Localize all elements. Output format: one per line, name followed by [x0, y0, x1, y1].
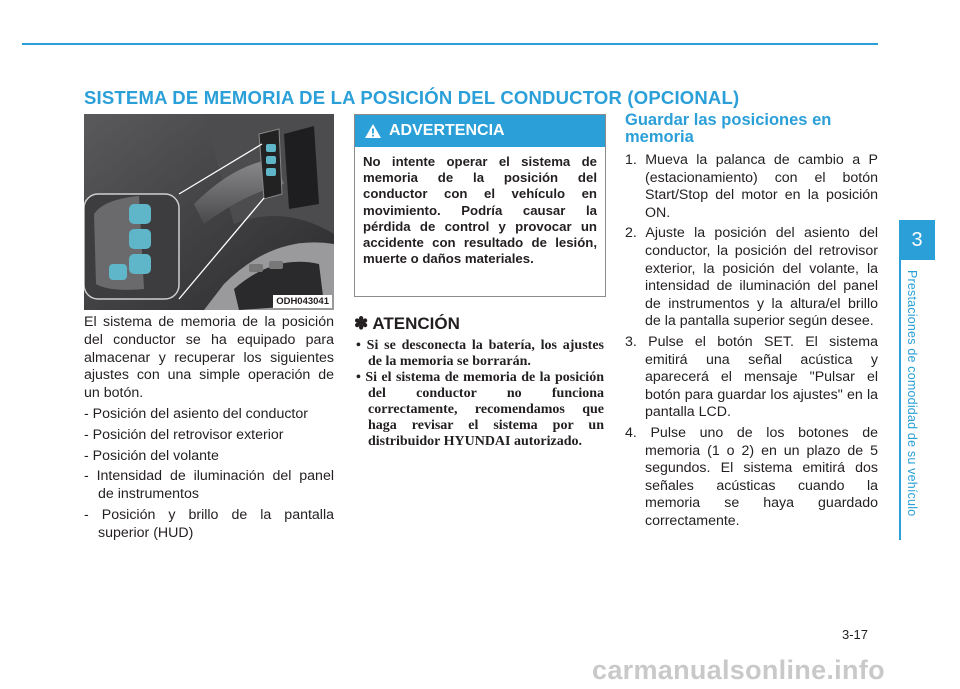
attention-list: [354, 338, 604, 450]
chapter-side-label: [905, 270, 923, 538]
chapter-tab: 3: [899, 220, 935, 260]
step-item: 1. Mueva la palanca de cambio a P (estacionamiento) con el botón Start/Stop del motor en la posición ON.: [625, 152, 878, 221]
list-item: - Posición del asiento del conductor: [84, 405, 308, 422]
attention-item: • Si se desconecta la batería, los ajustes de la memoria se borrarán.: [356, 338, 604, 369]
photo-code: ODH043041: [273, 295, 332, 308]
attention-title: ✽ ATENCIÓN: [354, 314, 460, 333]
save-section-title: Guardar las posiciones en memoria: [625, 111, 832, 146]
list-item: - Posición del retrovisor exterior: [84, 426, 284, 443]
step-item: 2. Ajuste la posición del asiento del conductor, la posición del retrovisor exterior, la posición del volante, la intensidad de iluminación del panel de instrumentos y la altura/el brillo de la pantalla superior según desee.: [625, 225, 878, 330]
list-item: - Posición del volante: [84, 447, 219, 464]
attention-item: • Si el sistema de memoria de la posición del conductor no funciona correctamente, recomendamos que haga revisar el sistema por un distribuidor HYUNDAI autorizado.: [356, 370, 604, 449]
watermark: carmanualsonline.info: [592, 655, 885, 685]
intro-paragraph: El sistema de memoria de la posición del conductor se ha equipado para almacenar y recuperar los siguientes ajustes con una simple operación de un botón.: [84, 314, 334, 402]
section-title: SISTEMA DE MEMORIA DE LA POSICIÓN DEL CONDUCTOR (OPCIONAL): [84, 87, 740, 108]
door-panel-photo: [84, 114, 334, 310]
chapter-name: Prestaciones de comodidad de su vehículo: [905, 270, 919, 517]
warning-title: ADVERTENCIA: [389, 122, 505, 139]
intro-column: [84, 314, 334, 543]
page-number: 3-17: [842, 627, 869, 642]
top-rule: [22, 43, 878, 45]
save-steps-list: [625, 152, 878, 533]
warning-header: [355, 115, 605, 147]
warning-box: [354, 114, 606, 297]
step-item: 4. Pulse uno de los botones de memoria (1 o 2) en un plazo de 5 segundos. El sistema emitirá dos señales acústicas cuando la memoria se haya guardado correctamente.: [625, 424, 878, 529]
list-item: - Posición y brillo de la pantalla superior (HUD): [84, 506, 334, 541]
step-item: 3. Pulse el botón SET. El sistema emitirá una señal acústica y aparecerá el mensaje "Pulsar el botón para guardar los ajustes" en la pantalla LCD.: [625, 333, 878, 421]
warning-text: No intente operar el sistema de memoria de la posición del conductor con el vehículo en movimiento. Podría causar la pérdida de control y provocar un accidente con resultado de lesión, muerte o daños materiales.: [363, 154, 597, 267]
chapter-rule: [899, 260, 901, 540]
list-item: - Intensidad de iluminación del panel de instrumentos: [84, 468, 334, 503]
door-panel-illustration: [84, 114, 334, 310]
warning-triangle-icon: [365, 124, 381, 138]
